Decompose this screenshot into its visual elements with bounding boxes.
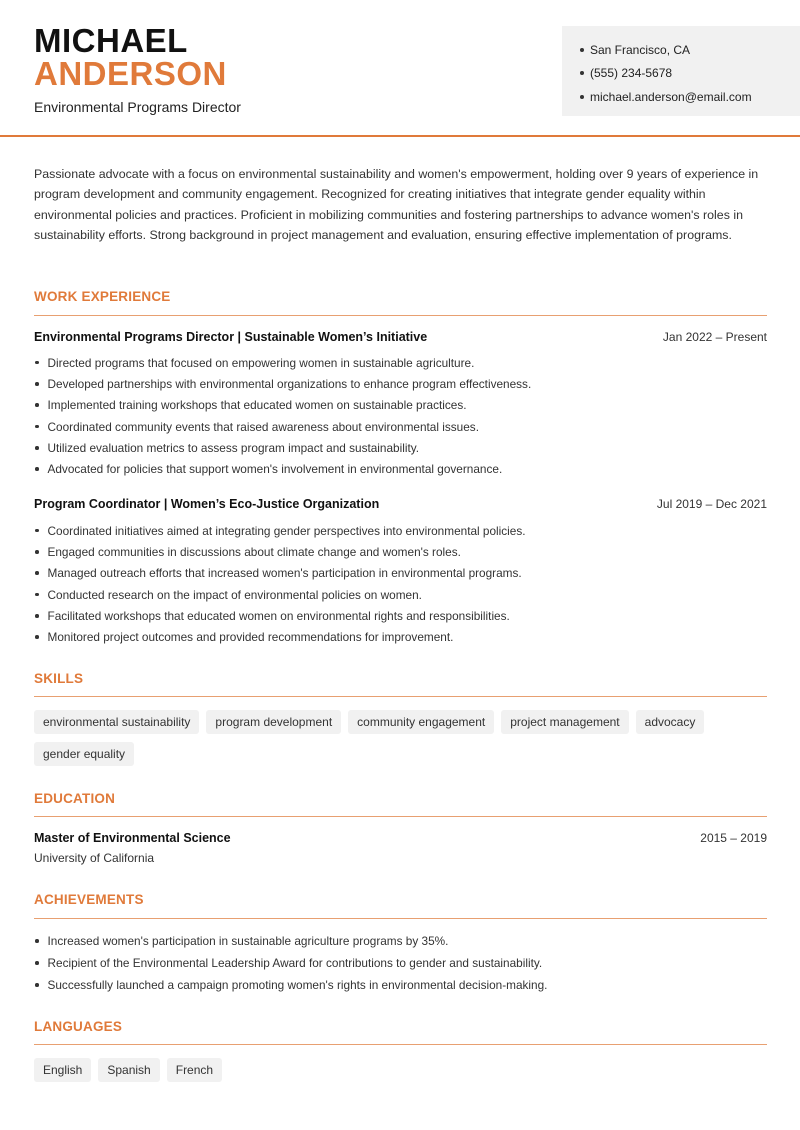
list-item-text: Utilized evaluation metrics to assess program impact and sustainability. (47, 440, 420, 455)
bullet-icon (35, 382, 39, 386)
bullet-icon (35, 425, 39, 429)
job-dates: Jan 2022 – Present (662, 330, 767, 344)
list-item-text: Increased women's participation in sustainable agriculture programs by 35%. (47, 934, 449, 948)
contact-location (580, 38, 800, 62)
job-bullets (34, 520, 767, 648)
bullet-icon (580, 71, 584, 75)
languages-heading: LANGUAGES (34, 1019, 123, 1034)
resume-header (0, 0, 800, 137)
bullet-icon (35, 961, 39, 965)
list-item (34, 541, 767, 562)
achievements-list (34, 930, 767, 996)
languages-chips (34, 1058, 774, 1082)
language-chip: French (167, 1058, 222, 1082)
list-item (34, 395, 767, 416)
list-item-text: Successfully launched a campaign promoting women's rights in environmental decision-making. (47, 978, 548, 992)
list-item-text: Developed partnerships with environmental organizations to enhance program effectiveness. (47, 376, 532, 391)
bullet-icon (35, 550, 39, 554)
bullet-icon (35, 635, 39, 639)
bullet-icon (35, 467, 39, 471)
section-divider (34, 1044, 767, 1045)
bullet-icon (35, 571, 39, 575)
list-item-text: Engaged communities in discussions about climate change and women's roles. (47, 544, 461, 559)
job-title: Environmental Programs Director (34, 99, 241, 115)
list-item (34, 563, 767, 584)
skill-chip: environmental sustainability (34, 710, 199, 734)
skills-heading: SKILLS (34, 671, 84, 686)
contact-email-text: michael.anderson@email.com (590, 89, 752, 104)
list-item-text: Directed programs that focused on empowering women in sustainable agriculture. (47, 355, 475, 370)
list-item-text: Advocated for policies that support women's involvement in environmental governance. (47, 462, 503, 477)
list-item-text: Conducted research on the impact of environmental policies on women. (47, 587, 422, 602)
job-dates: Jul 2019 – Dec 2021 (656, 497, 767, 511)
list-item (34, 626, 767, 647)
skill-chip: advocacy (636, 710, 705, 734)
summary: Passionate advocate with a focus on environmental sustainability and women's empowerment, holding over 9 years of experience in program development and community engagement. Recognized for creating initiatives that integrate gender equality within environmental policies and practices. Proficient in mobilizing communities and fostering partnerships to advance women's roles in sustainability efforts. Strong background in project management and evaluation, ensuring effective implementation of programs. (34, 167, 759, 242)
list-item (34, 416, 767, 437)
work-experience-heading: WORK EXPERIENCE (34, 289, 171, 304)
section-divider (34, 696, 767, 697)
education-dates: 2015 – 2019 (700, 831, 767, 845)
bullet-icon (35, 361, 39, 365)
first-name: MICHAEL (34, 22, 188, 59)
list-item (34, 584, 767, 605)
job-role: Environmental Programs Director | Sustainable Women’s Initiative (34, 330, 428, 344)
section-divider (34, 918, 767, 919)
skill-chip: project management (501, 710, 628, 734)
skill-chip: program development (206, 710, 341, 734)
list-item-text: Managed outreach efforts that increased women's participation in environmental programs. (47, 566, 522, 581)
contact-location-text: San Francisco, CA (590, 42, 691, 57)
contact-phone (580, 62, 800, 86)
list-item (34, 930, 767, 952)
list-item-text: Recipient of the Environmental Leadership Award for contributions to gender and sustainability. (47, 956, 543, 970)
bullet-icon (35, 446, 39, 450)
list-item-text: Coordinated community events that raised awareness about environmental issues. (47, 419, 479, 434)
list-item (34, 520, 767, 541)
language-chip: English (34, 1058, 91, 1082)
skills-chips (34, 710, 774, 766)
contact-email (580, 85, 800, 109)
list-item-text: Coordinated initiatives aimed at integrating gender perspectives into environmental policies. (47, 523, 526, 538)
job-role: Program Coordinator | Women’s Eco-Justice Organization (34, 497, 380, 511)
school: University of California (34, 851, 155, 865)
job-bullets (34, 352, 767, 480)
list-item-text: Monitored project outcomes and provided recommendations for improvement. (47, 630, 454, 645)
list-item-text: Facilitated workshops that educated women on environmental rights and responsibilities. (47, 608, 510, 623)
list-item-text: Implemented training workshops that educated women on sustainable practices. (47, 398, 467, 413)
contact-box (562, 26, 800, 116)
list-item (34, 974, 767, 996)
bullet-icon (35, 939, 39, 943)
education-header (34, 831, 767, 845)
contact-phone-text: (555) 234-5678 (590, 66, 673, 81)
bullet-icon (35, 614, 39, 618)
list-item (34, 458, 767, 479)
bullet-icon (580, 95, 584, 99)
bullet-icon (35, 593, 39, 597)
bullet-icon (580, 48, 584, 52)
section-divider (34, 816, 767, 817)
achievements-heading: ACHIEVEMENTS (34, 892, 144, 907)
list-item (34, 352, 767, 373)
skill-chip: community engagement (348, 710, 494, 734)
list-item (34, 373, 767, 394)
skill-chip: gender equality (34, 742, 134, 766)
last-name: ANDERSON (34, 55, 227, 92)
bullet-icon (35, 983, 39, 987)
degree: Master of Environmental Science (34, 831, 231, 845)
job-header (34, 330, 767, 344)
list-item (34, 437, 767, 458)
education-heading: EDUCATION (34, 791, 116, 806)
bullet-icon (35, 529, 39, 533)
job-header (34, 497, 767, 511)
list-item (34, 952, 767, 974)
list-item (34, 605, 767, 626)
bullet-icon (35, 403, 39, 407)
section-divider (34, 315, 767, 316)
language-chip: Spanish (98, 1058, 159, 1082)
